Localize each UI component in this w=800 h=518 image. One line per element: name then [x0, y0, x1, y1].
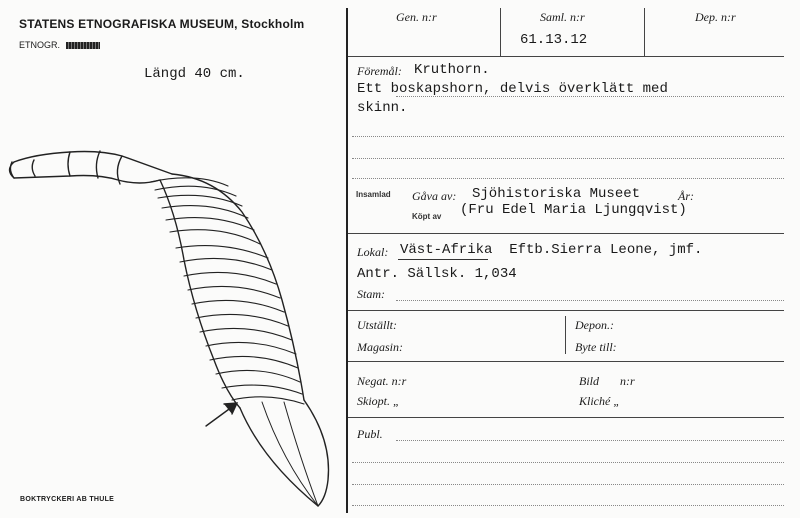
dotline [352, 462, 784, 463]
negat-label: Negat. n:r [357, 374, 407, 388]
etnogr-text: ETNOGR. [19, 40, 61, 50]
etnogr-stamp [66, 42, 100, 49]
rule-3 [348, 310, 784, 311]
bild-nr-label: n:r [620, 374, 635, 388]
dotline [396, 96, 784, 97]
card-divider [346, 8, 348, 513]
dotline [352, 505, 784, 506]
lokal-underline [398, 259, 488, 260]
publ-label: Publ. [357, 427, 383, 441]
printer-imprint: BOKTRYCKERI AB THULE [20, 496, 115, 503]
stam-label: Stam: [357, 287, 385, 301]
foremal-line1: Kruthorn. [414, 62, 490, 78]
saml-nr-value: 61.13.12 [520, 32, 588, 48]
dep-nr-label: Dep. n:r [695, 10, 736, 24]
insamlad-stamp: Insamlad [356, 190, 391, 199]
dotline [352, 136, 784, 137]
depon-label: Depon.: [575, 318, 614, 332]
dotline [396, 300, 784, 301]
dotline [352, 484, 784, 485]
gava-value: Sjöhistoriska Museet [472, 186, 641, 202]
rule-4 [348, 361, 784, 362]
utst-sep [565, 316, 566, 354]
foremal-line3: skinn. [357, 100, 408, 116]
kliche-label: Kliché „ [579, 394, 620, 408]
bild-label: Bild [579, 374, 599, 388]
etnogr-label [19, 40, 100, 50]
gava-value2: (Fru Edel Maria Ljungqvist) [460, 202, 687, 218]
dotline [352, 158, 784, 159]
rule-2 [348, 233, 784, 234]
foremal-line2: Ett boskapshorn, delvis överklätt med [357, 81, 668, 97]
lokal-line1: Väst-Afrika Eftb.Sierra Leone, jmf. [400, 242, 703, 258]
foremal-label: Föremål: [357, 64, 402, 78]
byte-label: Byte till: [575, 340, 617, 354]
saml-nr-label: Saml. n:r [540, 10, 585, 24]
dotline [396, 440, 784, 441]
gava-label: Gåva av: [412, 189, 457, 203]
ar-label: År: [678, 189, 694, 203]
header-sep-1 [500, 8, 501, 56]
gen-nr-label: Gen. n:r [396, 10, 437, 24]
magasin-label: Magasin: [357, 340, 403, 354]
kopt-stamp: Köpt av [412, 212, 442, 221]
rule-5 [348, 417, 784, 418]
dotline [352, 178, 784, 179]
utstallt-label: Utställt: [357, 318, 398, 332]
header-sep-2 [644, 8, 645, 56]
length-note: Längd 40 cm. [144, 66, 245, 82]
powder-horn-drawing [0, 140, 345, 510]
rule-1 [348, 56, 784, 57]
lokal-line2: Antr. Sällsk. 1,034 [357, 266, 517, 282]
skiopt-label: Skiopt. „ [357, 394, 400, 408]
lokal-label: Lokal: [357, 245, 389, 259]
museum-header: STATENS ETNOGRAFISKA MUSEUM, Stockholm [19, 17, 305, 31]
